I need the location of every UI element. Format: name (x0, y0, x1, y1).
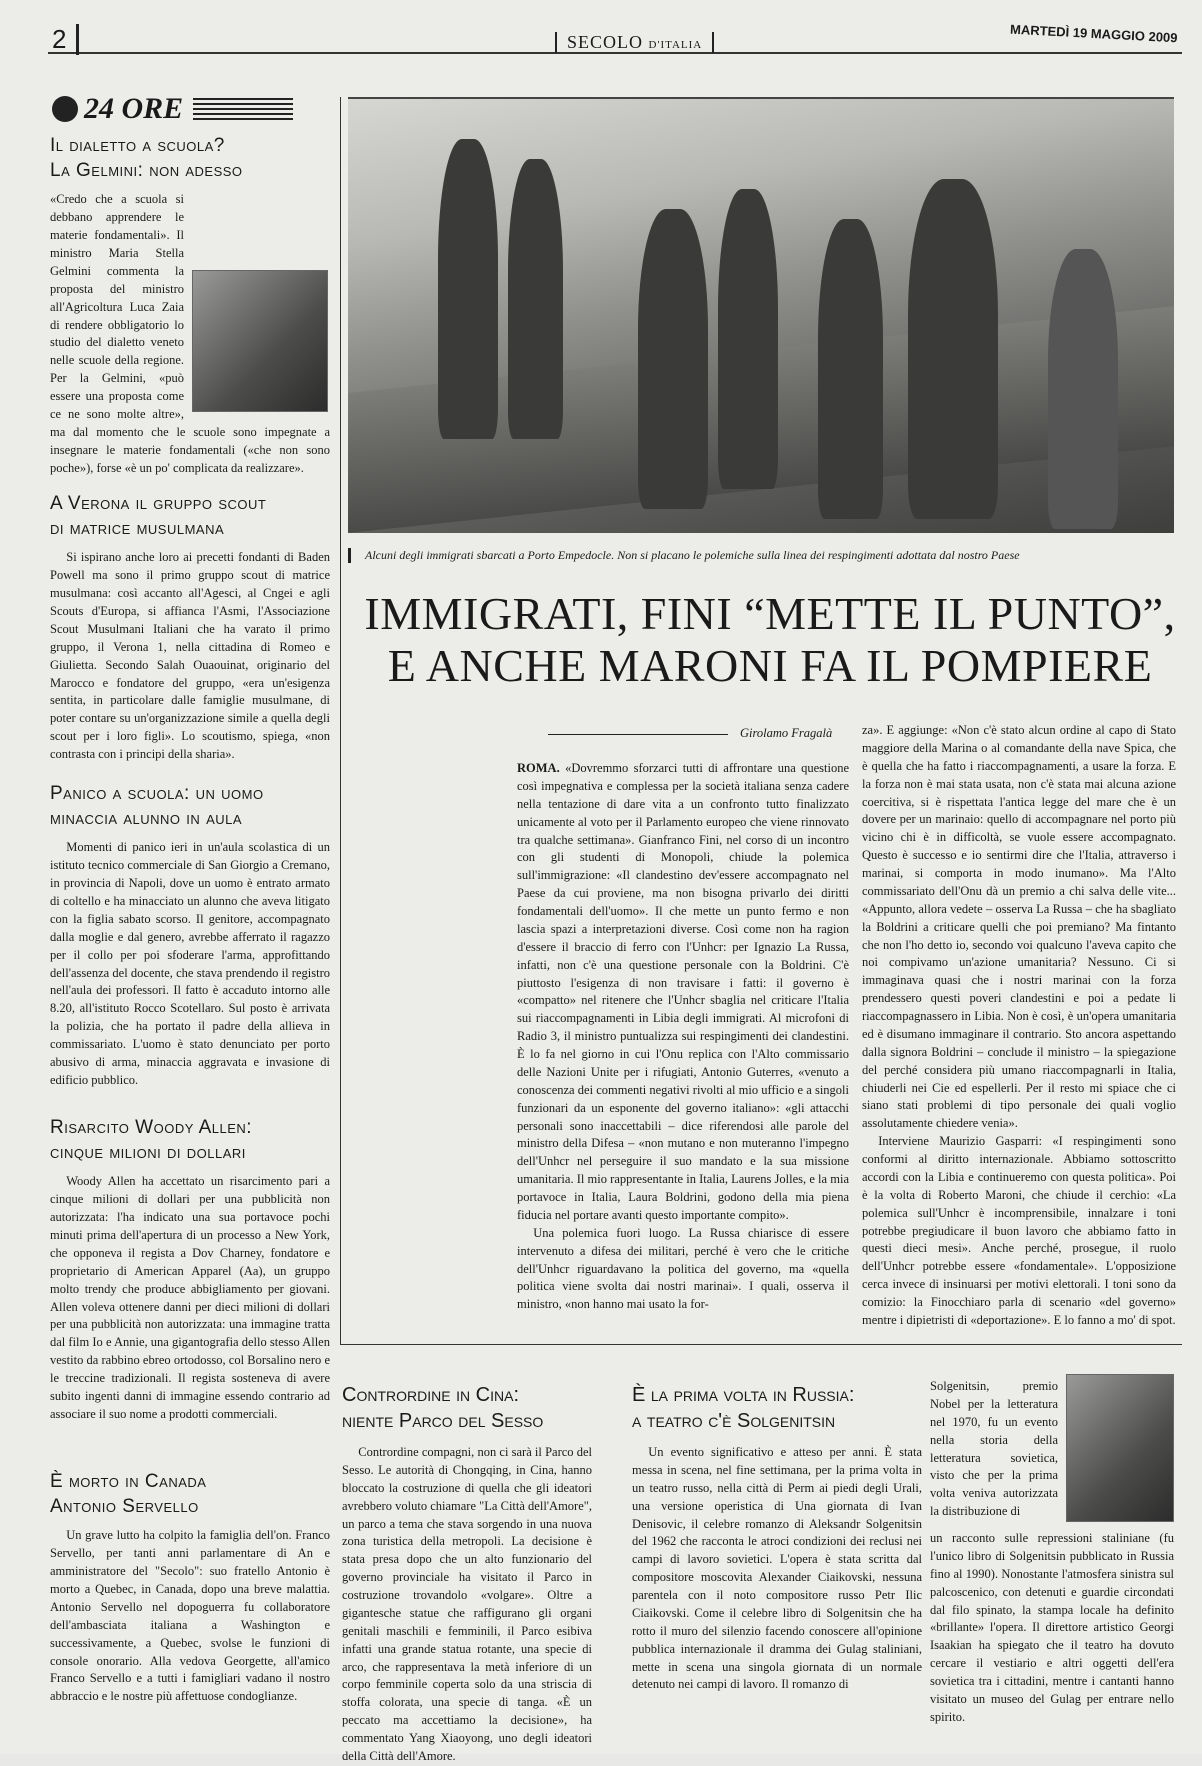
headline-line-1: IMMIGRATI, FINI “METTE IL PUNTO”, (364, 588, 1176, 639)
dateline: ROMA. (517, 761, 560, 775)
article-title: È morto in Canada (50, 1471, 207, 1492)
article-title: Il dialetto a scuola? (50, 135, 225, 156)
article-title: Panico a scuola: un uomo (50, 783, 264, 804)
gelmini-photo (192, 270, 328, 412)
article-title: di matrice musulmana (50, 517, 225, 539)
main-story-column-1 (517, 760, 849, 1314)
article-body: Un evento significativo e atteso per anni. È stata messa in scena, nel fine settimana, per la prima volta in un teatro russo, nella città di Perm ai piedi degli Urali, una versione operistica di Una giornata di Ivan Denisovic, il celebre romanzo di Aleksandr Solgenitsin del 1962 che racconta le atroci condizioni dei reclusi nei campi di lavoro sovietici. L'opera è stata scritta dal compositore moscovita Alexander Ciaikovski, nessuna parentela con il noto compositore russo Petr Ilic Ciaikovski. Come il celebre libro di Solgenitsin che ha rotto il muro del silenzio facendo conoscere all'opinione pubblica internazionale il dramma dei Gulag staliniani, mette in scena una singola giornata di un normale detenuto nei campi di lavoro. Il romanzo di (632, 1445, 922, 1692)
left-article-4 (50, 1116, 330, 1424)
article-title: a teatro c'è Solgenitsin (632, 1410, 836, 1432)
article-title: niente Parco del Sesso (342, 1410, 544, 1432)
left-article-2 (50, 492, 330, 764)
page-number: 2 (52, 24, 79, 55)
article-title: Risarcito Woody Allen: (50, 1117, 253, 1138)
logo-stripes (193, 98, 293, 120)
article-body: Woody Allen ha accettato un risarcimento pari a cinque milioni di dollari per una pubblicità non autorizzata: l'ha indicato una sua portavoce pochi minuti prima dell'apertura di un processo a New York, che opponeva il regista a Dov Charney, fondatore e proprietario di American Apparel (Aa), un gruppo molto trendy che produce abbigliamento per giovani. Allen voleva ottenere danni per dieci milioni di dollari per una pubblicità non autorizzata: una immagine tratta dal film Io e Annie, una gigantografia dello stesso Allen vestito da rabbino ebreo ortodosso, col Borsalino nero e le treccine tradizionali. Il regista sosteneva di avere subito ingenti danni di immagine essendo contrario ad associare il suo nome a prodotti commerciali. (50, 1174, 330, 1421)
main-story-column-2 (862, 722, 1176, 1330)
photo-caption: Alcuni degli immigrati sbarcati a Porto Empedocle. Non si placano le polemiche sulla linea dei respingimenti adottata dal nostro Paese (348, 548, 1174, 563)
photo-figure (438, 139, 498, 439)
logo-bullet-icon (52, 96, 78, 122)
byline-rule (548, 734, 728, 735)
article-body: Solgenitsin, premio Nobel per la letteratura nel 1970, fu un evento nella storia della letteratura sovietica, visto che per la prima volta veniva autorizzata la distribuzione di (930, 1379, 1058, 1519)
headline-line-2: E ANCHE MARONI FA IL POMPIERE (387, 639, 1153, 691)
photo-figure (718, 189, 778, 489)
article-title: È la prima volta in Russia: (632, 1384, 855, 1406)
photo-figure (1048, 249, 1118, 529)
article-title: cinque milioni di dollari (50, 1141, 246, 1163)
article-title: La Gelmini: non adesso (50, 159, 243, 181)
article-body: Si ispirano anche loro ai precetti fondanti di Baden Powell ma sono il primo gruppo scout di matrice musulmana: così accanto all'Agesci, al Cngei e agli Scouts d'Europa, si affianca l'Asmi, l'Associazione Scout Musulmani Italiani che ha varato il primo gruppo, il Verona 1, nella cittadina di Romeo e Giulietta. Secondo Salah Ouaouinat, originario del Marocco e fondatore del gruppo, «era un'esigenza sentita, in particolare dalle famiglie musulmane, di poter contare su un'organizzazione simile a quella degli scout per i loro figli». Lo scoutismo, spiega, «non contrasta con i principi della sharia». (50, 550, 330, 761)
article-body: un racconto sulle repressioni staliniane (fu l'unico libro di Solgenitsin pubblicato in Russia fino al 1990). Nonostante l'atmosfera sinistra sul palcoscenico, con detenuti e guardie circondati dal filo spinato, la stampa locale ha definito «brillante» l'opera. Il direttore artistico Georgi Isaakian ha spiegato che il teatro ha dovuto cercare il vestiario e altri oggetti dell'era sovietica tra i cittadini, mentre i cantanti hanno visitato un museo del Gulag per entrare nello spirito. (930, 1531, 1174, 1724)
immigrants-photo (348, 97, 1174, 533)
paper-name-suffix: D'ITALIA (648, 39, 703, 51)
frame-rule-left (340, 97, 341, 1344)
bottom-article-russia (632, 1382, 922, 1694)
paper-name-main: SECOLO (567, 32, 644, 52)
solgenitsin-photo (1066, 1374, 1174, 1522)
bottom-article-russia-continued (930, 1530, 1174, 1727)
issue-date: MARTEDÌ 19 MAGGIO 2009 (1010, 21, 1179, 46)
photo-figure (818, 219, 883, 519)
article-body: Interviene Maurizio Gasparri: «I respingimenti sono conformi al diritto internazionale. Abbiamo sottoscritto accordi con la Libia e continueremo con questa politica». Poi è la volta di Roberto Maroni, che chiude il cerchio: «La polemica sull'Unhcr è incomprensibile, innalzare i toni potrebbe pregiudicare il buon lavoro che abbiamo fatto in questi dieci mesi». Anche perché, prosegue, il ruolo dell'Unhcr potrebbe essere «fondamentale». L'opposizione cerca invece di insinuarsi per motivi elettorali. I toni sono da comizio: la Finocchiaro parla di scenario «del governo» mentre i dipietristi di «deportazione». E lo fanno a mo' di spot. (862, 1134, 1176, 1327)
left-article-5 (50, 1470, 330, 1706)
paper-name (555, 32, 714, 53)
article-body: ROMA. «Dovremmo sforzarci tutti di affrontare una questione così impegnativa e complessa per la società italiana senza cadere nella tentazione di dare vita a un confronto tutto finalizzato unicamente al voto per il Parlamento europeo che viene rinnovato tra qualche settimana». Gianfranco Fini, nel corso di un incontro con gli studenti di Monopoli, chiude la polemica sull'immigrazione: «Il clandestino dev'essere accompagnato nel Paese da cui proviene, ma non bisogna privarlo dei diritti fondamentali dell'uomo». Il che mette un punto fermo e non lascia spazi a interpretazioni diverse. Così come non ha ragion d'essere il braccio di ferro con l'Unhcr: per Ignazio La Russa, infatti, non c'è una questione personale con la Boldrini. C'è piuttosto l'esigenza di non travisare i fatti: il governo è «compatto» nel ritenere che l'Unhcr sbaglia nel criticare l'Italia sui riaccompagnamenti in Libia degli immigrati. Al microfoni di Radio 3, il ministro puntualizza sui respingimenti dei clandestini. È lo fa nel giorno in cui l'Onu replica con l'Alto commissario delle Nazioni Unite per i rifugiati, Antonio Guterres, «venuto a conoscenza dei commenti negativi rivolti al mio ufficio e a singoli funzionari da un esponente del governo italiano»: «gli attacchi personali sono inaccettabili – dice riferendosi alle parole del ministro della Difesa – «non mutano e non muteranno l'impegno dell'Unhcr nel perseguire il suo mandato e la sua missione umanitaria. Il mio rappresentante in Italia, Laurens Jolles, e la mia portavoce in Italia, Laura Boldrini, godono della mia piena fiducia nel portare avanti questo importante compito». (517, 761, 850, 1222)
article-title: Antonio Servello (50, 1495, 199, 1517)
left-article-3 (50, 782, 330, 1090)
article-body: Contrordine compagni, non ci sarà il Parco del Sesso. Le autorità di Chongqing, in Cina, hanno bloccato la costruzione di quella che gli ideatori avrebbero voluto chiamare "La Città dell'Amore", un parco a tema che stava sorgendo in una nuova zona turistica della metropoli. La decisione è stata presa dopo che un alto funzionario del governo provinciale ha visitato il Parco in costruzione trovandolo «volgare». Oltre a gigantesche statue che raffigurano gli organi genitali maschili e femminili, il Parco esibiva infatti una grande statua rotante, una specie di arco, che rappresentava la metà inferiore di un corpo femminile coperta solo da una striscia di stoffa colorata, una specie di tanga. «È un peccato ma accettiamo la decisione», ha commentato Yang Xiaoyong, uno degli ideatori della Città dell'Amore. (342, 1445, 592, 1763)
photo-figure (508, 159, 563, 439)
article-body: Momenti di panico ieri in un'aula scolastica di un istituto tecnico commerciale di San Giorgio a Cremano, in provincia di Napoli, dove un uomo è entrato armato di coltello e ha minacciato un alunno che aveva litigato con la figlia sabato scorso. Il genitore, accompagnato dalla moglie e dal genero, avrebbe afferrato il ragazzo per il collo per poi sfoderare l'arma, approfittando dell'assenza del docente, che stava prendendo il registro nell'aula dei professori. Il fatto è accaduto intorno alle 8.20, all'istituto Rocco Scotellaro. Sul posto è arrivata la polizia, che ha portato il padre della allieva in commissariato. L'uomo è stato denunciato per porto abusivo di arma, minaccia aggravata e invasione di edificio pubblico. (50, 840, 330, 1087)
byline: Girolamo Fragalà (740, 726, 833, 740)
article-title: A Verona il gruppo scout (50, 493, 267, 514)
article-body: «Credo che a scuola si debbano apprendere le materie fondamentali». Il ministro Maria Stella Gelmini commenta la proposta del ministro all'Agricoltura Luca Zaia di rendere obbligatorio lo studio del dialetto veneto nelle scuole della regione. Per la Gelmini, «può essere una proposta come ce ne sono molte altre», ma dal momento che le scuole sono impegnate a insegnare le materie fondamentali («che non sono poche»), forse «è un po' complicata da realizzare». (50, 192, 330, 475)
bottom-article-russia-continued-top (930, 1378, 1058, 1521)
article-body: Una polemica fuori luogo. La Russa chiarisce di essere intervenuto a difesa dei militari, perché è vero che le critiche dell'Unhcr riguardavano la politica del governo, ma «quella politica viene svolta dai nostri marinai». I quali, osserva il ministro, «non hanno mai usato la for- (517, 1225, 849, 1312)
main-headline (360, 588, 1180, 691)
frame-rule-bottom (340, 1344, 1182, 1345)
photo-figure (908, 179, 998, 519)
bottom-article-china (342, 1382, 592, 1766)
article-body: za». E aggiunge: «Non c'è stato alcun ordine al capo di Stato maggiore della Marina o al comandante della nave Spica, che è quella che ha fatto i riaccompagnamenti, a usare la forza. E la forza non è mai stata usata, non c'è stata mai alcuna azione coercitiva, si è rispettata l'antica legge del mare che è un dovere per un marinaio: quello di accompagnare nel porto più vicino chi è in difficoltà, se vuole essere accompagnato. Questo è successo e io sentirmi dire che l'Italia, attraverso i marinai, si comporta in modo inumano». Ma l'Alto commissariato dell'Onu dà un premio a chi salva delle vite... «Appunto, allora vedete – osserva La Russa – che ha sbagliato la Boldrini a criticare quelli che poi premiano? Ma fintanto che non l'ho detto io, secondo voi qualcuno l'aveva capito che noi compivamo un'azione umanitaria? Nessuno. Ci si immaginava quasi che i nostri marinai con la forza prendessero questi poveri clandestini e poi a pedate li riaccompagnassero in Libia. Non è così, è un'opera umanitaria ed è disumano immaginare il contrario. Sto ancora aspettando dalla signora Boldrini – conclude il ministro – la spiegazione del perché considera più umano riaccompagnarli in Italia, chiuderli nei Cie ed espellerli. Per il resto mi spiace che ci siano stati problemi di tipo personale dei quali voglio assolutamente chiedere venia». (862, 723, 1176, 1131)
section-logo (52, 92, 293, 126)
photo-figure (638, 209, 708, 509)
section-logo-label: 24 ORE (84, 92, 184, 125)
article-title: minaccia alunno in aula (50, 807, 243, 829)
left-article-1 (50, 134, 330, 477)
article-title: Contrordine in Cina: (342, 1384, 520, 1406)
article-body: Un grave lutto ha colpito la famiglia dell'on. Franco Servello, per tanti anni parlamentare di An e amministratore del "Secolo": suo fratello Antonio è morto a Quebec, in Canada, dopo una breve malattia. Antonio Servello nel dopoguerra fu collaboratore dell'ambasciata italiana a Washington e successivamente, a Quebec, svolse le funzioni di console onorario. Alla vedova Georgette, all'amico Franco Servello e a tutti i famigliari vadano il nostro abbraccio e le nostre più affettuose condoglianze. (50, 1528, 330, 1704)
